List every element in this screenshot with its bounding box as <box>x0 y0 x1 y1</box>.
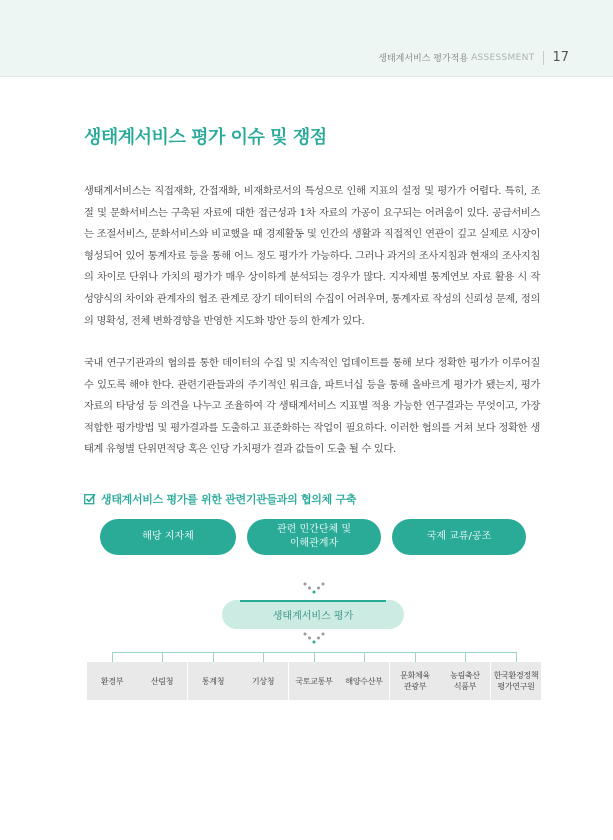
diagram-heading-text: 생태계서비스 평가를 위한 관련기관들과의 협의체 구축 <box>101 493 357 506</box>
org-label: 산림청 <box>150 676 174 686</box>
org-box-environment <box>87 662 137 700</box>
org-label: 국토교통부 <box>295 676 333 686</box>
org-tick <box>162 652 163 662</box>
paragraph-2: 국내 연구기관과의 협의를 통한 데이터의 수집 및 지속적인 업데이트를 통해 보다 정확한 평가가 이루어질 수 있도록 해야 한다. 관련기관들과의 주기적인 워크숍, 파트너십 등을 통해 올바르게 평가가 됐는지, 평가 자료의 타당성 등 의견을 나누고 조율하여 각 생태계서비스 지표별 적용 가능한 연구결과는 무엇이고, 가장 적합한 평가방법 및 평가결과를 도출하고 표준화하는 작업이 필요하다. 이러한 협의를 거쳐 보다 정확한 생태계 유형별 단위면적당 혹은 인당 가치평가 결과 값들이 도출 될 수 있다. <box>84 358 540 456</box>
paragraph-1: 생태계서비스는 직접재화, 간접재화, 비재화로서의 특성으로 인해 지표의 설정 및 평가가 어렵다. 특히, 조절 및 문화서비스는 구축된 자료에 대한 접근성과 1차 자료의 가공이 요구되는 어려움이 있다. 공급서비스는 조절서비스, 문화서비스와 비교했을 때 경제활동 및 인간의 생활과 직접적인 연관이 깊고 실제로 시장이 형성되어 있어 통계자료 등을 통해 어느 정도 평가가 가능하다. 그러나 과거의 조사지침과 현재의 조사지침의 차이로 단위나 가치의 평가가 매우 상이하게 분석되는 경우가 많다. 지자체별 통계연보 자료 활용 시 작성양식의 차이와 관계자의 협조 관계로 장기 데이터의 수집이 어려우며, 통계자료 작성의 신뢰성 문제, 정의의 명확성, 전체 변화경향을 반영한 지도화 방안 등의 한계가 있다. <box>84 186 540 327</box>
org-label: 환경부 <box>100 676 124 686</box>
top-band <box>0 0 613 77</box>
node-local-government <box>100 519 236 555</box>
org-tick <box>465 652 466 662</box>
header-section: 생태계서비스 평가적용 <box>378 54 469 64</box>
running-header <box>378 50 569 65</box>
page-number: 17 <box>552 50 569 65</box>
org-label: 통계청 <box>201 676 225 686</box>
org-box-land-transport <box>289 662 339 700</box>
org-tick <box>112 652 113 662</box>
org-box-agriculture <box>440 662 490 700</box>
org-box-meteorology <box>238 662 288 700</box>
org-label: 한국환경정책 평가연구원 <box>493 671 539 691</box>
node-label: 관련 민간단체 및 이해관계자 <box>277 524 351 549</box>
org-box-culture-tourism <box>390 662 440 700</box>
header-section-en: ASSESSMENT <box>471 52 535 63</box>
org-box-kei <box>491 662 541 700</box>
org-tick <box>213 652 214 662</box>
org-tick <box>364 652 365 662</box>
header-divider <box>543 51 544 65</box>
org-box-statistics <box>188 662 238 700</box>
node-international-cooperation <box>392 519 526 555</box>
center-node-accent-line <box>240 600 386 602</box>
org-label: 기상청 <box>251 676 275 686</box>
node-ecosystem-service-assessment <box>222 600 404 629</box>
org-box-forest <box>137 662 187 700</box>
org-label: 문화체육 관광부 <box>400 671 430 691</box>
diagram-heading <box>84 491 356 507</box>
node-label: 국제 교류/공조 <box>426 531 492 542</box>
dots-connector-icon <box>302 582 326 594</box>
center-node-label: 생태계서비스 평가 <box>272 611 354 622</box>
page-title: 생태계서비스 평가 이슈 및 쟁점 <box>84 127 327 148</box>
org-tick <box>314 652 315 662</box>
org-label: 농림축산 식품부 <box>450 671 480 691</box>
org-label: 해양수산부 <box>345 676 383 686</box>
node-label: 해당 지자체 <box>142 531 194 542</box>
checkbox-icon <box>84 493 96 505</box>
node-private-organizations <box>247 519 381 555</box>
org-box-oceans-fisheries <box>339 662 389 700</box>
org-tick <box>415 652 416 662</box>
org-tick <box>516 652 517 662</box>
org-tick <box>263 652 264 662</box>
dots-connector-icon <box>302 632 326 644</box>
